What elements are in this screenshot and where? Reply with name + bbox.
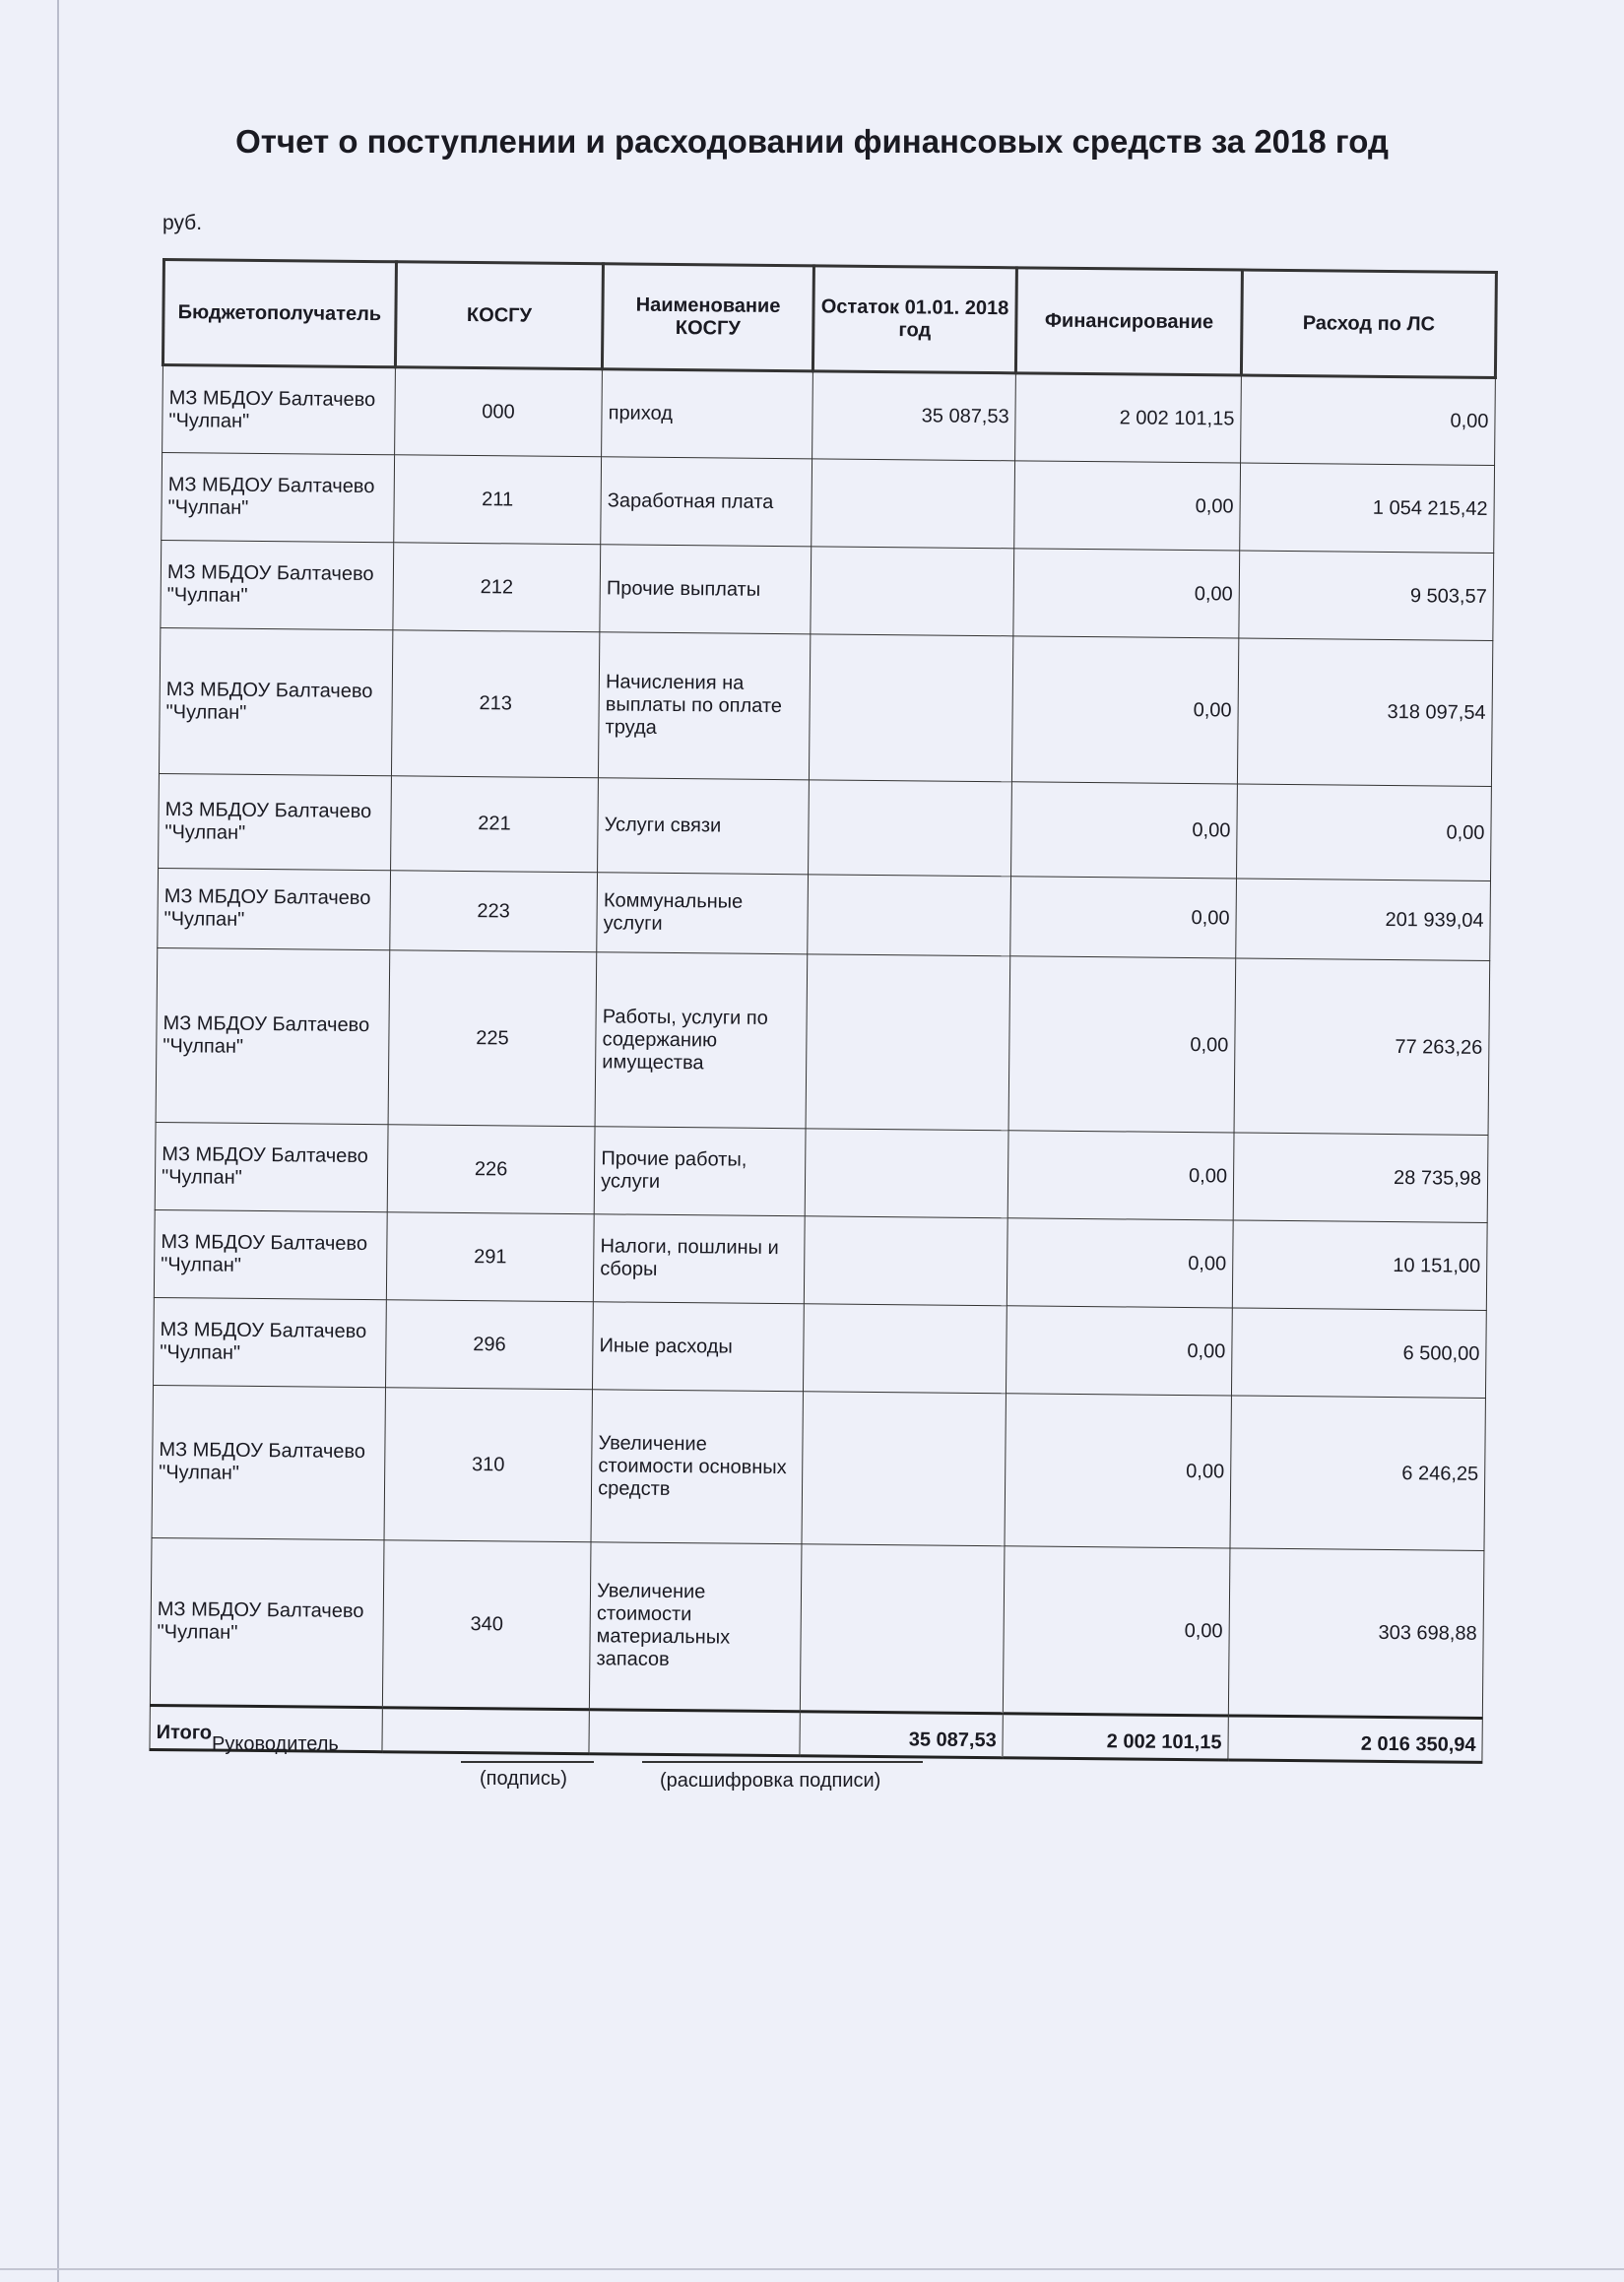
document-title: Отчет о поступлении и расходовании финансовых средств за 2018 год <box>235 123 1389 160</box>
table-row <box>161 541 1494 641</box>
kosgu-cell: 221 <box>390 776 598 873</box>
financing-cell: 0,00 <box>1005 1394 1231 1548</box>
kosgu-cell: 291 <box>386 1212 594 1302</box>
recipient-cell: МЗ МБДОУ Балтачево "Чулпан" <box>155 1122 388 1211</box>
kosgu-name-cell: Прочие выплаты <box>600 545 812 634</box>
signature-line <box>461 1761 594 1763</box>
kosgu-cell: 340 <box>382 1540 591 1710</box>
kosgu-name-cell: Коммунальные услуги <box>597 873 808 954</box>
balance-cell <box>808 875 1011 956</box>
balance-cell <box>803 1304 1007 1394</box>
table-row <box>159 627 1492 786</box>
financing-cell: 0,00 <box>1007 1218 1234 1308</box>
recipient-cell: МЗ МБДОУ Балтачево "Чулпан" <box>159 627 392 775</box>
kosgu-cell: 223 <box>390 871 598 952</box>
table-row <box>156 947 1490 1135</box>
column-header: Остаток 01.01. 2018 год <box>812 266 1016 373</box>
column-header: Расход по ЛС <box>1241 270 1496 377</box>
kosgu-cell: 225 <box>388 950 597 1127</box>
expense-cell: 0,00 <box>1236 784 1491 880</box>
total-financing: 2 002 101,15 <box>1003 1714 1228 1760</box>
recipient-cell: МЗ МБДОУ Балтачево "Чулпан" <box>159 773 392 870</box>
kosgu-cell: 213 <box>391 630 600 778</box>
total-label: Итого <box>150 1705 382 1751</box>
total-empty-cell <box>382 1708 590 1754</box>
balance-cell <box>802 1392 1007 1546</box>
balance-cell: 35 087,53 <box>812 371 1015 461</box>
expense-cell: 6 500,00 <box>1231 1308 1486 1398</box>
recipient-cell: МЗ МБДОУ Балтачево "Чулпан" <box>162 365 396 455</box>
financing-cell: 0,00 <box>1013 549 1240 638</box>
kosgu-cell: 212 <box>393 543 601 632</box>
report-table <box>148 258 1497 1764</box>
table-row <box>154 1297 1487 1398</box>
expense-cell: 28 735,98 <box>1233 1133 1488 1222</box>
column-header: Наименование КОСГУ <box>603 264 814 371</box>
kosgu-name-cell: Увеличение стоимости материальных запасов <box>590 1542 802 1712</box>
recipient-cell: МЗ МБДОУ Балтачево "Чулпан" <box>156 947 390 1124</box>
kosgu-name-cell: Работы, услуги по содержанию имущества <box>595 952 807 1129</box>
financing-cell: 0,00 <box>1011 782 1238 879</box>
table-row <box>162 453 1495 554</box>
signature-role: Руководитель <box>212 1733 339 1755</box>
currency-unit: руб. <box>162 212 203 234</box>
signature-caption: (подпись) <box>480 1768 567 1790</box>
scan-margin-line <box>57 0 59 2282</box>
recipient-cell: МЗ МБДОУ Балтачево "Чулпан" <box>154 1209 387 1299</box>
recipient-cell: МЗ МБДОУ Балтачево "Чулпан" <box>154 1297 387 1387</box>
expense-cell: 318 097,54 <box>1237 638 1492 786</box>
balance-cell <box>808 780 1011 877</box>
name-line <box>642 1761 923 1763</box>
balance-cell <box>809 634 1013 782</box>
column-header: Бюджетополучатель <box>162 260 396 367</box>
table-row <box>150 1537 1484 1718</box>
recipient-cell: МЗ МБДОУ Балтачево "Чулпан" <box>152 1385 385 1539</box>
financing-cell: 0,00 <box>1004 1546 1230 1716</box>
balance-cell <box>811 547 1014 636</box>
financing-cell: 0,00 <box>1012 636 1239 784</box>
balance-cell <box>812 459 1015 549</box>
table-row <box>154 1209 1487 1310</box>
kosgu-name-cell: Услуги связи <box>598 778 810 875</box>
name-caption: (расшифровка подписи) <box>660 1770 881 1792</box>
expense-cell: 303 698,88 <box>1228 1548 1484 1718</box>
financing-cell: 0,00 <box>1008 956 1235 1133</box>
financing-cell: 2 002 101,15 <box>1015 373 1242 463</box>
balance-cell <box>805 1129 1008 1218</box>
kosgu-cell: 000 <box>394 367 602 457</box>
table-row <box>155 1122 1488 1222</box>
kosgu-cell: 310 <box>384 1388 593 1542</box>
expense-cell: 1 054 215,42 <box>1240 463 1495 553</box>
kosgu-cell: 296 <box>385 1300 593 1390</box>
recipient-cell: МЗ МБДОУ Балтачево "Чулпан" <box>161 541 394 630</box>
balance-cell <box>806 954 1010 1131</box>
kosgu-name-cell: Налоги, пошлины и сборы <box>594 1214 806 1304</box>
kosgu-name-cell: Прочие работы, услуги <box>594 1127 806 1216</box>
balance-cell <box>804 1216 1007 1306</box>
balance-cell <box>800 1544 1005 1714</box>
total-expense: 2 016 350,94 <box>1228 1716 1482 1762</box>
financing-cell: 0,00 <box>1014 461 1241 551</box>
financing-cell: 0,00 <box>1007 1306 1233 1396</box>
expense-cell: 10 151,00 <box>1232 1220 1487 1310</box>
total-empty-cell <box>589 1710 800 1756</box>
kosgu-name-cell: Увеличение стоимости основных средств <box>591 1390 803 1544</box>
expense-cell: 201 939,04 <box>1236 879 1491 960</box>
table-row <box>159 773 1492 880</box>
recipient-cell: МЗ МБДОУ Балтачево "Чулпан" <box>162 453 395 543</box>
scan-edge-line <box>0 2268 1624 2270</box>
table-header-row <box>162 260 1496 378</box>
kosgu-name-cell: Начисления на выплаты по оплате труда <box>599 632 811 780</box>
kosgu-name-cell: Иные расходы <box>593 1302 805 1392</box>
recipient-cell: МЗ МБДОУ Балтачево "Чулпан" <box>158 868 391 949</box>
financing-cell: 0,00 <box>1007 1131 1234 1220</box>
column-header: Финансирование <box>1016 268 1243 375</box>
kosgu-name-cell: Заработная плата <box>601 457 812 547</box>
expense-cell: 77 263,26 <box>1234 958 1490 1135</box>
kosgu-name-cell: приход <box>602 369 813 459</box>
expense-cell: 9 503,57 <box>1239 551 1494 640</box>
table-row <box>158 868 1491 960</box>
column-header: КОСГУ <box>395 262 603 369</box>
table-row <box>152 1385 1485 1550</box>
expense-cell: 6 246,25 <box>1230 1396 1486 1550</box>
total-balance: 35 087,53 <box>800 1712 1004 1758</box>
kosgu-cell: 211 <box>394 455 602 545</box>
table-row <box>162 365 1496 466</box>
expense-cell: 0,00 <box>1240 375 1495 465</box>
financing-cell: 0,00 <box>1010 877 1237 958</box>
kosgu-cell: 226 <box>387 1125 595 1214</box>
recipient-cell: МЗ МБДОУ Балтачево "Чулпан" <box>150 1537 384 1707</box>
